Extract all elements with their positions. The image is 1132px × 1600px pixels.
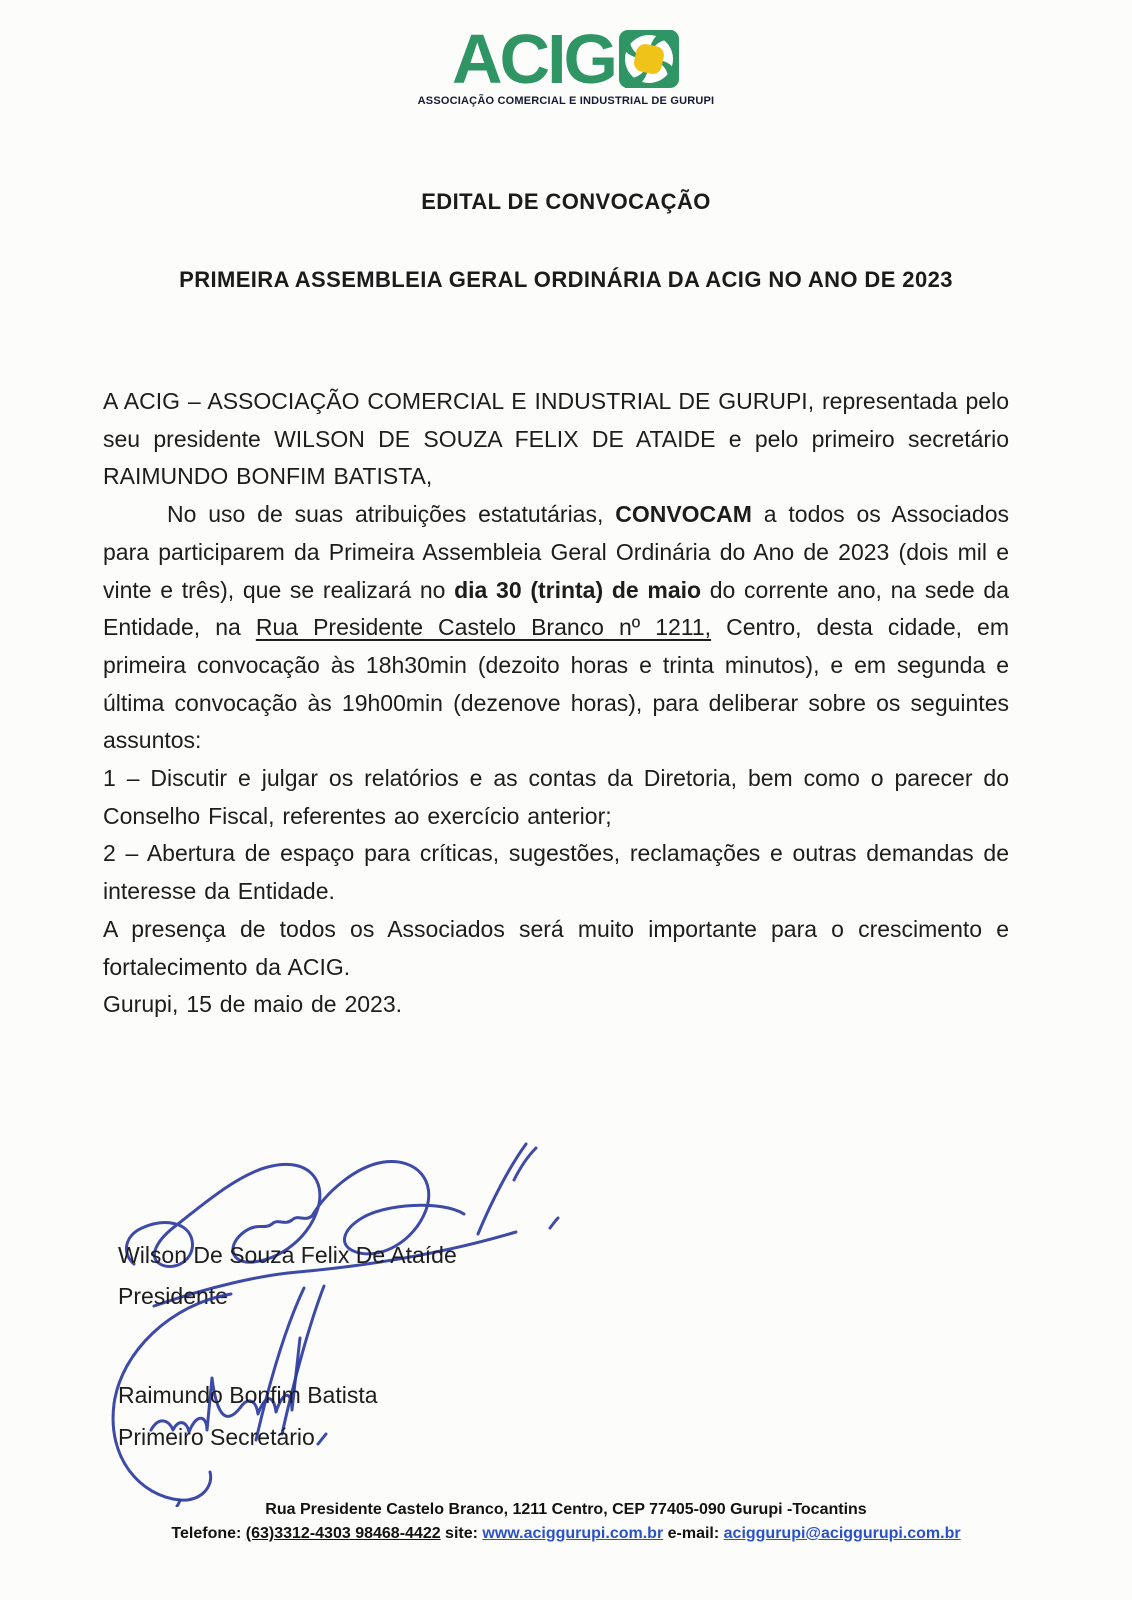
footer-email-label: e-mail: bbox=[663, 1525, 724, 1542]
acig-logo bbox=[0, 20, 1132, 107]
signer-role-president: Presidente bbox=[118, 1283, 228, 1309]
paragraph-convocation bbox=[103, 496, 1009, 760]
convocation-address-underlined: Rua Presidente Castelo Branco nº 1211, bbox=[255, 614, 712, 641]
footer-site-link[interactable]: www.aciggurupi.com.br bbox=[482, 1525, 664, 1542]
convocation-text-pre: No uso de suas atribuições estatutárias, bbox=[167, 501, 616, 528]
footer-address-line: Rua Presidente Castelo Branco, 1211 Centro, CEP 77405-090 Gurupi -Tocantins bbox=[265, 1501, 867, 1518]
paragraph-closing: A presença de todos os Associados será muito importante para o crescimento e fortalecimento da ACIG. bbox=[103, 915, 1009, 980]
agenda-item-2: 2 – Abertura de espaço para críticas, sugestões, reclamações e outras demandas de interesse da Entidade. bbox=[103, 840, 1009, 905]
convocation-text-mid2: do corrente ano, na sede da Entidade, na bbox=[103, 576, 1010, 641]
acig-logo-row bbox=[452, 20, 680, 98]
document-subtitle: PRIMEIRA ASSEMBLEIA GERAL ORDINÁRIA DA ACIG NO ANO DE 2023 bbox=[179, 267, 953, 292]
convocation-date-bold: dia 30 (trinta) de maio bbox=[454, 576, 702, 603]
signer-role-secretary: Primeiro Secretário bbox=[118, 1424, 315, 1450]
signer-name-president: Wilson De Souza Felix De Ataíde bbox=[118, 1242, 457, 1268]
dateline: Gurupi, 15 de maio de 2023. bbox=[103, 991, 403, 1018]
acig-logo-acronym: ACIG bbox=[452, 20, 615, 98]
agenda-item-1: 1 – Discutir e julgar os relatórios e as contas da Diretoria, bem como o parecer do Conselho Fiscal, referentes ao exercício anterior; bbox=[103, 765, 1009, 829]
convocation-text-rest: Centro, desta cidade, em primeira convocação às 18h30min (dezoito horas e trinta minutos), e em segunda e última convocação às 19h00min (dezenove horas), para deliberar sobre os seguintes assuntos: bbox=[103, 614, 1009, 754]
document-title: EDITAL DE CONVOCAÇÃO bbox=[421, 189, 711, 214]
footer-phone-label: Telefone: bbox=[171, 1525, 246, 1542]
footer-contact-line bbox=[0, 1522, 1132, 1546]
convocation-text-mid1: a todos os Associados para participarem da Primeira Assembleia Geral Ordinária do Ano de 2023 (dois mil e vinte e três), que se realizará no bbox=[103, 501, 1009, 603]
signer-name-secretary: Raimundo Bonfim Batista bbox=[118, 1382, 378, 1408]
document-footer bbox=[0, 1498, 1132, 1546]
acig-pinwheel-icon bbox=[618, 29, 680, 94]
document-body bbox=[103, 383, 1009, 1024]
acig-logo-caption: ASSOCIAÇÃO COMERCIAL E INDUSTRIAL DE GURUPI bbox=[417, 95, 715, 107]
footer-phone-numbers: (63)3312-4303 98468-4422 bbox=[245, 1525, 441, 1542]
footer-email-link[interactable]: aciggurupi@aciggurupi.com.br bbox=[723, 1525, 961, 1542]
paragraph-intro: A ACIG – ASSOCIAÇÃO COMERCIAL E INDUSTRIAL DE GURUPI, representada pelo seu presidente WILSON DE SOUZA FELIX DE ATAIDE e pelo primeiro secretário RAIMUNDO BONFIM BATISTA, bbox=[103, 388, 1009, 490]
footer-site-label: site: bbox=[440, 1525, 483, 1542]
convocation-word-convocam: CONVOCAM bbox=[615, 501, 752, 528]
